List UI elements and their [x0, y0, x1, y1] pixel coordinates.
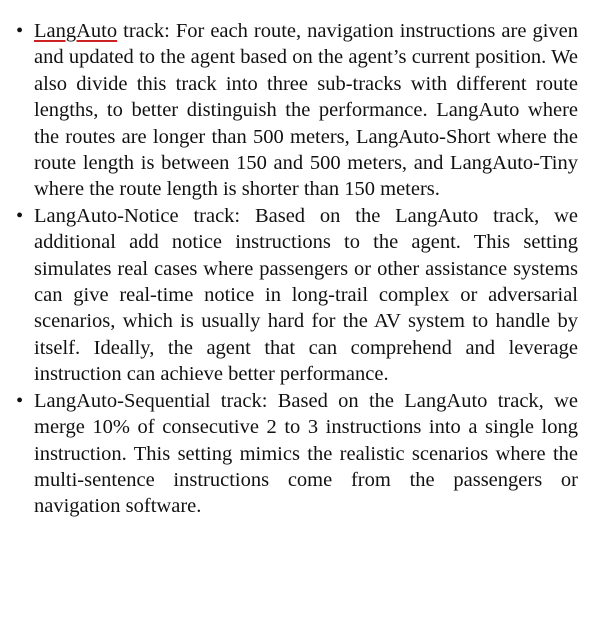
- track-name-langauto: LangAuto: [34, 20, 118, 42]
- bullet-marker: •: [16, 204, 24, 227]
- track-bullet-list: [16, 18, 578, 520]
- track-name-langauto-notice: LangAuto-Notice track:: [34, 204, 241, 227]
- track-description-langauto: For each route, navigation instructions are given and updated to the agent based on the agent’s current position. We also divide this track into three sub-tracks with different route lengths, to better distinguish the performance. LangAuto where the routes are longer than 500 meters, LangAuto-Short where the route length is between 150 and 500 meters, and LangAuto-Tiny where the route length is shorter than 150 meters.: [34, 20, 578, 201]
- track-description-langauto-sequential: Based on the LangAuto track, we merge 10% of consecutive 2 to 3 instructions into a single long instruction. This setting mimics the realistic scenarios where the multi-sentence instructions come from the passengers or navigation software.: [34, 389, 578, 518]
- track-label-suffix: track:: [117, 20, 170, 42]
- bullet-marker: •: [16, 20, 24, 42]
- bullet-item-langauto: [16, 18, 578, 203]
- bullet-item-langauto-notice: [16, 203, 578, 388]
- track-description-langauto-notice: Based on the LangAuto track, we additional add notice instructions to the agent. This setting simulates real cases where passengers or other assistance systems can give real-time notice in long-trail complex or adversarial scenarios, which is usually hard for the AV system to handle by itself. Ideally, the agent that can comprehend and leverage instruction can achieve better performance.: [34, 204, 578, 386]
- bullet-item-langauto-sequential: [16, 388, 578, 520]
- bullet-marker: •: [16, 389, 24, 412]
- track-name-langauto-sequential: LangAuto-Sequential track:: [34, 389, 268, 412]
